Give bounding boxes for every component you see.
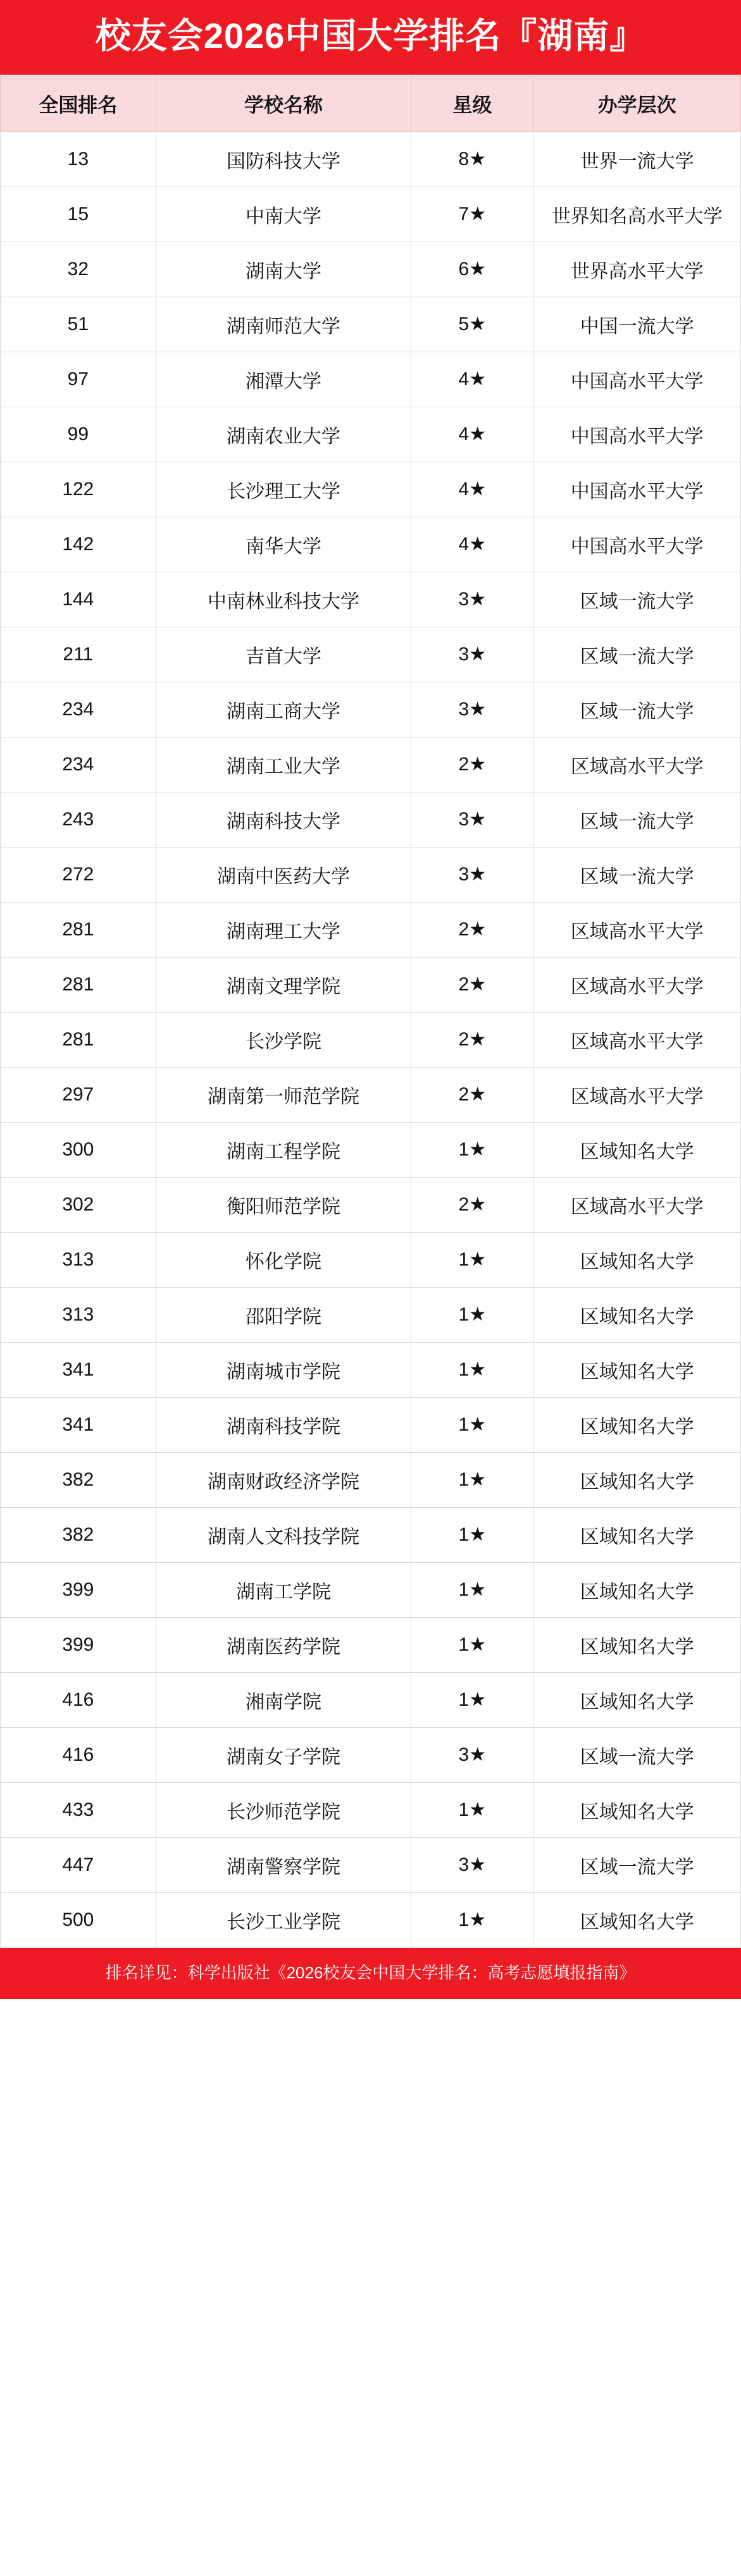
cell-star: 1★	[411, 1507, 533, 1562]
cell-level: 区域高水平大学	[533, 957, 741, 1012]
table-row	[1, 902, 741, 957]
cell-name: 国防科技大学	[156, 132, 411, 187]
cell-level: 区域知名大学	[533, 1892, 741, 1947]
cell-rank: 32	[1, 242, 156, 297]
cell-star: 3★	[411, 682, 533, 737]
column-header-star: 星级	[411, 75, 533, 132]
table-row	[1, 1562, 741, 1617]
table-row	[1, 1177, 741, 1232]
cell-level: 区域高水平大学	[533, 1012, 741, 1067]
cell-name: 湖南第一师范学院	[156, 1067, 411, 1122]
cell-level: 区域知名大学	[533, 1452, 741, 1507]
column-header-level: 办学层次	[533, 75, 741, 132]
cell-rank: 99	[1, 407, 156, 462]
cell-name: 湖南工商大学	[156, 682, 411, 737]
table-row	[1, 847, 741, 902]
cell-rank: 234	[1, 682, 156, 737]
table-row	[1, 1782, 741, 1837]
cell-star: 3★	[411, 792, 533, 847]
cell-level: 区域一流大学	[533, 1727, 741, 1782]
cell-rank: 144	[1, 572, 156, 627]
cell-rank: 416	[1, 1727, 156, 1782]
cell-name: 湖南城市学院	[156, 1342, 411, 1397]
cell-level: 区域知名大学	[533, 1122, 741, 1177]
cell-level: 区域知名大学	[533, 1287, 741, 1342]
cell-rank: 281	[1, 957, 156, 1012]
table-row	[1, 407, 741, 462]
cell-rank: 13	[1, 132, 156, 187]
cell-rank: 399	[1, 1617, 156, 1672]
table-row	[1, 682, 741, 737]
cell-level: 区域一流大学	[533, 682, 741, 737]
cell-rank: 302	[1, 1177, 156, 1232]
cell-rank: 500	[1, 1892, 156, 1947]
cell-name: 湖南医药学院	[156, 1617, 411, 1672]
cell-star: 1★	[411, 1452, 533, 1507]
table-row	[1, 1397, 741, 1452]
table-body	[1, 132, 741, 1947]
table-row	[1, 737, 741, 792]
cell-level: 区域高水平大学	[533, 1067, 741, 1122]
cell-star: 2★	[411, 957, 533, 1012]
cell-rank: 243	[1, 792, 156, 847]
cell-rank: 313	[1, 1287, 156, 1342]
cell-star: 1★	[411, 1562, 533, 1617]
cell-star: 8★	[411, 132, 533, 187]
table-row	[1, 1507, 741, 1562]
cell-level: 世界知名高水平大学	[533, 187, 741, 242]
table-row	[1, 1672, 741, 1727]
cell-rank: 399	[1, 1562, 156, 1617]
cell-rank: 272	[1, 847, 156, 902]
cell-name: 湘潭大学	[156, 352, 411, 407]
table-row	[1, 132, 741, 187]
cell-level: 区域知名大学	[533, 1232, 741, 1287]
cell-name: 湖南人文科技学院	[156, 1507, 411, 1562]
cell-name: 长沙工业学院	[156, 1892, 411, 1947]
cell-rank: 341	[1, 1397, 156, 1452]
cell-level: 区域一流大学	[533, 1837, 741, 1892]
table-row	[1, 187, 741, 242]
cell-star: 2★	[411, 1067, 533, 1122]
cell-star: 1★	[411, 1672, 533, 1727]
cell-level: 区域高水平大学	[533, 1177, 741, 1232]
cell-rank: 122	[1, 462, 156, 517]
cell-rank: 341	[1, 1342, 156, 1397]
cell-name: 邵阳学院	[156, 1287, 411, 1342]
cell-level: 区域知名大学	[533, 1782, 741, 1837]
cell-level: 区域一流大学	[533, 627, 741, 682]
table-row	[1, 1122, 741, 1177]
table-row	[1, 1067, 741, 1122]
cell-rank: 211	[1, 627, 156, 682]
cell-star: 3★	[411, 847, 533, 902]
cell-name: 湖南工程学院	[156, 1122, 411, 1177]
cell-name: 湖南警察学院	[156, 1837, 411, 1892]
cell-name: 中南林业科技大学	[156, 572, 411, 627]
cell-rank: 433	[1, 1782, 156, 1837]
cell-rank: 281	[1, 1012, 156, 1067]
cell-name: 湖南文理学院	[156, 957, 411, 1012]
university-ranking-table	[0, 75, 741, 1948]
cell-name: 湖南大学	[156, 242, 411, 297]
cell-name: 湖南工学院	[156, 1562, 411, 1617]
cell-name: 湖南师范大学	[156, 297, 411, 352]
table-row	[1, 792, 741, 847]
cell-level: 区域高水平大学	[533, 902, 741, 957]
cell-level: 区域一流大学	[533, 847, 741, 902]
cell-level: 区域知名大学	[533, 1397, 741, 1452]
cell-star: 2★	[411, 737, 533, 792]
cell-level: 区域知名大学	[533, 1342, 741, 1397]
cell-rank: 142	[1, 517, 156, 572]
cell-star: 4★	[411, 517, 533, 572]
table-row	[1, 1342, 741, 1397]
table-row	[1, 957, 741, 1012]
cell-name: 湖南理工大学	[156, 902, 411, 957]
cell-level: 区域高水平大学	[533, 737, 741, 792]
cell-star: 7★	[411, 187, 533, 242]
cell-star: 6★	[411, 242, 533, 297]
cell-star: 1★	[411, 1782, 533, 1837]
cell-star: 4★	[411, 462, 533, 517]
cell-rank: 281	[1, 902, 156, 957]
cell-rank: 300	[1, 1122, 156, 1177]
cell-rank: 382	[1, 1452, 156, 1507]
cell-level: 中国高水平大学	[533, 407, 741, 462]
cell-name: 湖南女子学院	[156, 1727, 411, 1782]
cell-star: 1★	[411, 1342, 533, 1397]
column-header-rank: 全国排名	[1, 75, 156, 132]
cell-star: 1★	[411, 1287, 533, 1342]
table-row	[1, 1012, 741, 1067]
cell-star: 5★	[411, 297, 533, 352]
cell-star: 3★	[411, 1727, 533, 1782]
cell-star: 2★	[411, 1177, 533, 1232]
cell-rank: 382	[1, 1507, 156, 1562]
cell-star: 2★	[411, 902, 533, 957]
table-row	[1, 1287, 741, 1342]
table-row	[1, 462, 741, 517]
cell-name: 湖南科技大学	[156, 792, 411, 847]
cell-star: 1★	[411, 1122, 533, 1177]
cell-level: 区域知名大学	[533, 1672, 741, 1727]
cell-level: 区域知名大学	[533, 1617, 741, 1672]
cell-name: 湖南中医药大学	[156, 847, 411, 902]
cell-rank: 51	[1, 297, 156, 352]
footer-note: 排名详见：科学出版社《2026校友会中国大学排名：高考志愿填报指南》	[0, 1948, 741, 1999]
cell-name: 南华大学	[156, 517, 411, 572]
cell-rank: 313	[1, 1232, 156, 1287]
table-row	[1, 1452, 741, 1507]
cell-name: 湖南工业大学	[156, 737, 411, 792]
cell-level: 区域一流大学	[533, 572, 741, 627]
cell-star: 4★	[411, 352, 533, 407]
cell-star: 1★	[411, 1232, 533, 1287]
cell-star: 1★	[411, 1617, 533, 1672]
cell-star: 1★	[411, 1397, 533, 1452]
cell-level: 世界一流大学	[533, 132, 741, 187]
table-row	[1, 517, 741, 572]
cell-name: 湖南财政经济学院	[156, 1452, 411, 1507]
cell-rank: 97	[1, 352, 156, 407]
cell-star: 3★	[411, 1837, 533, 1892]
table-header-row	[1, 75, 741, 132]
table-row	[1, 242, 741, 297]
cell-name: 湖南农业大学	[156, 407, 411, 462]
table-row	[1, 1617, 741, 1672]
cell-name: 长沙理工大学	[156, 462, 411, 517]
cell-name: 衡阳师范学院	[156, 1177, 411, 1232]
table-row	[1, 1727, 741, 1782]
cell-level: 区域知名大学	[533, 1507, 741, 1562]
table-row	[1, 352, 741, 407]
cell-rank: 416	[1, 1672, 156, 1727]
cell-name: 长沙师范学院	[156, 1782, 411, 1837]
cell-level: 区域知名大学	[533, 1562, 741, 1617]
cell-star: 1★	[411, 1892, 533, 1947]
table-row	[1, 627, 741, 682]
cell-star: 3★	[411, 572, 533, 627]
cell-name: 湘南学院	[156, 1672, 411, 1727]
cell-star: 2★	[411, 1012, 533, 1067]
table-row	[1, 572, 741, 627]
cell-level: 区域一流大学	[533, 792, 741, 847]
cell-level: 中国高水平大学	[533, 352, 741, 407]
cell-name: 吉首大学	[156, 627, 411, 682]
cell-rank: 234	[1, 737, 156, 792]
cell-name: 湖南科技学院	[156, 1397, 411, 1452]
cell-level: 中国高水平大学	[533, 462, 741, 517]
table-row	[1, 1232, 741, 1287]
cell-rank: 447	[1, 1837, 156, 1892]
cell-rank: 297	[1, 1067, 156, 1122]
table-row	[1, 1837, 741, 1892]
page-title: 校友会2026中国大学排名『湖南』	[0, 0, 741, 75]
table-header	[1, 75, 741, 132]
cell-star: 3★	[411, 627, 533, 682]
cell-level: 世界高水平大学	[533, 242, 741, 297]
cell-name: 怀化学院	[156, 1232, 411, 1287]
cell-name: 长沙学院	[156, 1012, 411, 1067]
cell-level: 中国一流大学	[533, 297, 741, 352]
table-row	[1, 1892, 741, 1947]
column-header-name: 学校名称	[156, 75, 411, 132]
cell-star: 4★	[411, 407, 533, 462]
cell-level: 中国高水平大学	[533, 517, 741, 572]
table-row	[1, 297, 741, 352]
cell-name: 中南大学	[156, 187, 411, 242]
cell-rank: 15	[1, 187, 156, 242]
